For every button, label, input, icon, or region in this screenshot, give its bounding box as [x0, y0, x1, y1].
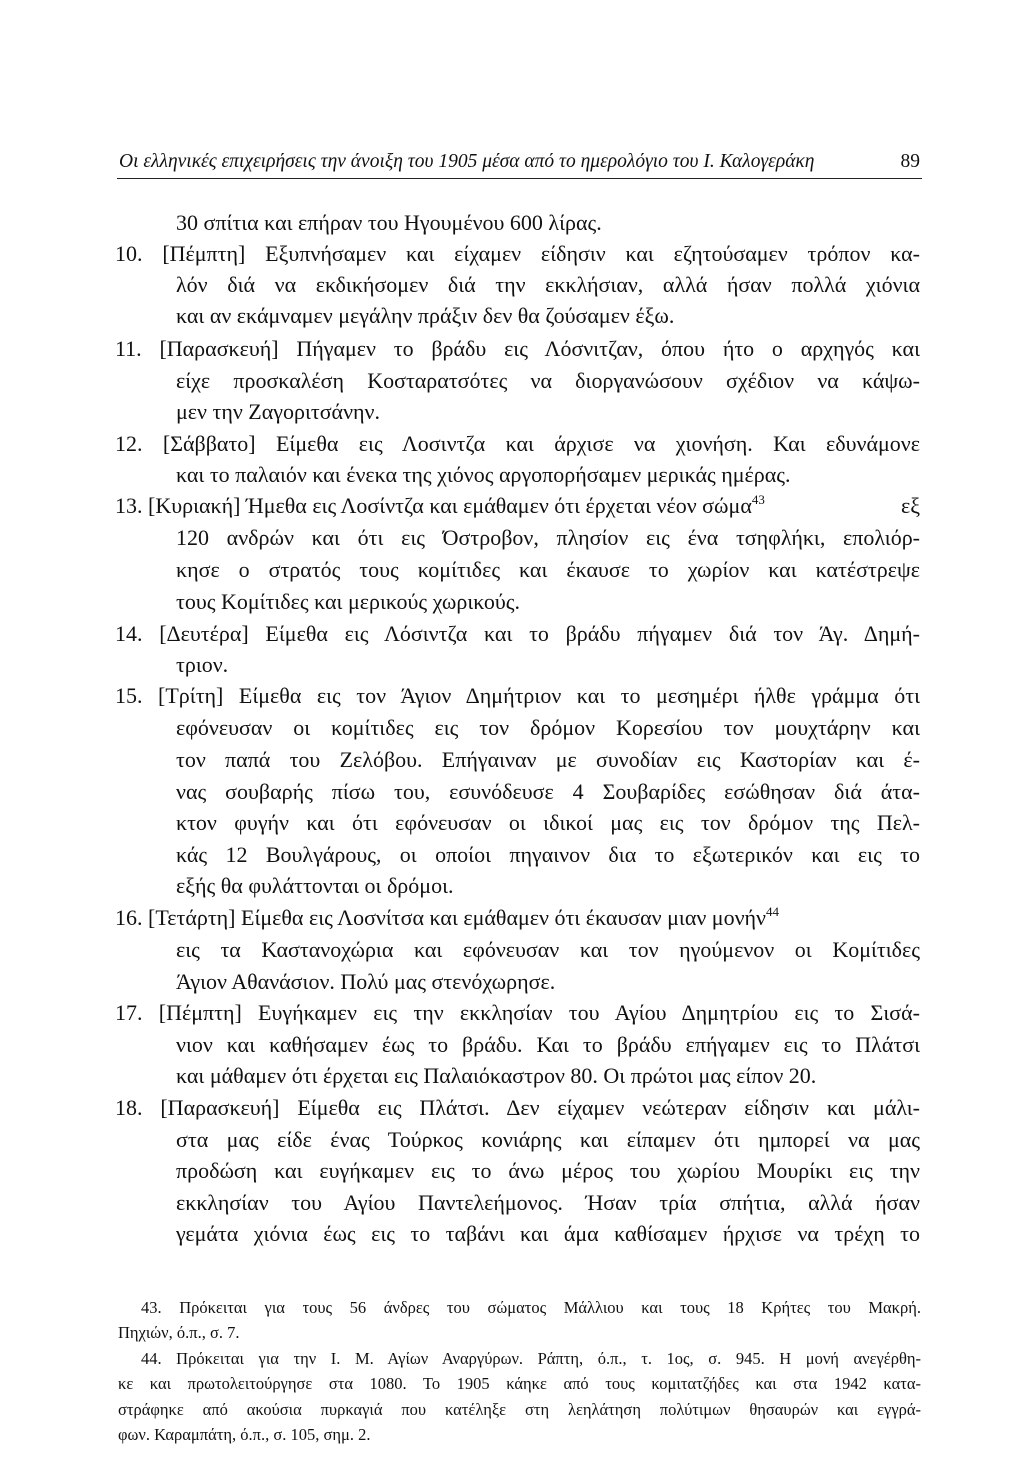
text-line: στα μας είδε ένας Τούρκος κονιάρης και είπαμεν ότι ημπορεί να μας [176, 1127, 920, 1152]
footnote-44: 44. Πρόκειται για την Ι. Μ. Αγίων Αναργύρων. Ράπτη, ό.π., τ. 1ος, σ. 945. Η μονή ανεγέρθη- [141, 1349, 921, 1368]
text-segment: εξ [900, 493, 920, 518]
text-line: εξής θα φυλάττονται οι δρόμοι. [176, 873, 454, 898]
page-number: 89 [900, 151, 920, 172]
text-line: προδώση και ευγήκαμεν εις το άνω μέρος του χωρίου Μουρίκι εις την [176, 1158, 920, 1183]
text-line: εφόνευσαν οι κομίτιδες εις τον δρόμον Κορεσίου τον μουχτάρην και [176, 715, 920, 740]
running-title: Οι ελληνικές επιχειρήσεις την άνοιξη του 1905 μέσα από το ημερολόγιο του Ι. Καλογεράκη [119, 151, 815, 172]
entry-16-line [115, 904, 779, 932]
text-line: τριον. [176, 652, 229, 677]
text-line: είχε προσκαλέση Κοσταρατσότες να διοργανώσουν σχέδιον να κάψω- [176, 368, 920, 393]
entry-14-line: 14. [Δευτέρα] Είμεθα εις Λόσιντζα και το βράδυ πήγαμεν διά τον Άγ. Δημή- [115, 621, 920, 646]
footnote-43: 43. Πρόκειται για τους 56 άνδρες του σώματος Μάλλιου και τους 18 Κρήτες του Μακρή. [141, 1298, 921, 1317]
text-line: και το παλαιόν και ένεκα της χιόνος αργοπορήσαμεν μερικάς ημέρας. [176, 462, 791, 487]
text-line: 30 σπίτια και επήραν του Ηγουμένου 600 λίρας. [176, 210, 602, 235]
entry-18-line: 18. [Παρασκευή] Είμεθα εις Πλάτσι. Δεν είχαμεν νεώτεραν είδησιν και μάλι- [115, 1095, 920, 1120]
footnote-ref-43[interactable]: 43 [751, 492, 765, 507]
entry-11-line: 11. [Παρασκευή] Πήγαμεν το βράδυ εις Λόσνιτζαν, όπου ήτο ο αρχηγός και [115, 336, 920, 361]
entry-10-line: 10. [Πέμπτη] Εξυπνήσαμεν και είχαμεν είδησιν και εζητούσαμεν τρόπον κα- [115, 241, 920, 266]
entry-12-line: 12. [Σάββατο] Είμεθα εις Λοσιντζα και άρχισε να χιονήση. Και εδυνάμονε [115, 431, 920, 456]
text-line: κησε ο στρατός τους κομίτιδες και έκαυσε το χωρίον και κατέστρεψε [176, 557, 920, 582]
text-line: και μάθαμεν ότι έρχεται εις Παλαιόκαστρον 80. Οι πρώτοι μας είπον 20. [176, 1063, 817, 1088]
text-line: λόν διά να εκδικήσομεν διά την εκκλήσιαν, αλλά ήσαν πολλά χιόνια [176, 272, 920, 297]
entry-15-line: 15. [Τρίτη] Είμεθα εις τον Άγιον Δημήτριον και το μεσημέρι ήλθε γράμμα ότι [115, 683, 920, 708]
text-segment: 16. [Τετάρτη] Είμεθα εις Λοσνίτσα και εμάθαμεν ότι έκαυσαν μιαν μονήν [115, 905, 766, 930]
text-line: 120 ανδρών και ότι εις Όστροβον, πλησίον εις ένα τσηφλήκι, επολιόρ- [176, 525, 920, 550]
text-line: γεμάτα χιόνια έως εις το ταβάνι και άμα καθίσαμεν ήρχισε να τρέχη το [176, 1221, 920, 1246]
text-line: τους Κομίτιδες και μερικούς χωρικούς. [176, 589, 520, 614]
text-segment: 13. [Κυριακή] Ήμεθα εις Λοσίντζα και εμάθαμεν ότι έρχεται νέον σώμα [115, 493, 752, 518]
footnote-line: Πηχιών, ό.π., σ. 7. [118, 1323, 240, 1342]
text-line: Άγιον Αθανάσιον. Πολύ μας στενόχωρησε. [176, 969, 556, 994]
text-line: μεν την Ζαγοριτσάνην. [176, 399, 380, 424]
text-line: και αν εκάμναμεν μεγάλην πράξιν δεν θα ζούσαμεν έξω. [176, 303, 675, 328]
footnote-ref-44[interactable]: 44 [766, 904, 779, 919]
text-line: εις τα Καστανοχώρια και εφόνευσαν και τον ηγούμενον οι Κομίτιδες [176, 937, 920, 962]
footnote-line: κε και πρωτολειτούργησε στα 1080. Το 1905 κάηκε από τους κομιτατζήδες και στα 1942 κατα- [118, 1374, 921, 1393]
entry-13-line [115, 492, 920, 520]
text-line: τον παπά του Ζελόβου. Επήγαιναν με συνοδίαν εις Καστορίαν και έ- [176, 747, 920, 772]
footnote-line: φων. Καραμπάτη, ό.π., σ. 105, σημ. 2. [118, 1425, 371, 1444]
text-line: κτον φυγήν και ότι εφόνευσαν οι ιδικοί μας εις τον δρόμον της Πελ- [176, 810, 920, 835]
entry-17-line: 17. [Πέμπτη] Ευγήκαμεν εις την εκκλησίαν του Αγίου Δημητρίου εις το Σισά- [115, 1000, 920, 1025]
text-line: εκκλησίαν του Αγίου Παντελεήμονος. Ήσαν τρία σπήτια, αλλά ήσαν [176, 1190, 920, 1215]
footnote-line: στράφηκε από ακούσια πυρκαγιά που κατέληξε στη λεηλάτηση πολύτιμων θησαυρών και εγγρά- [118, 1400, 921, 1419]
text-line: κάς 12 Βουλγάρους, οι οποίοι πηγαινον δια το εξωτερικόν και εις το [176, 842, 920, 867]
running-header [117, 148, 922, 179]
text-line: νιον και καθήσαμεν έως το βράδυ. Και το βράδυ επήγαμεν εις το Πλάτσι [176, 1032, 920, 1057]
text-line: νας σουβαρής πίσω του, εσυνόδευσε 4 Σουβαρίδες εσώθησαν διά άτα- [176, 779, 920, 804]
